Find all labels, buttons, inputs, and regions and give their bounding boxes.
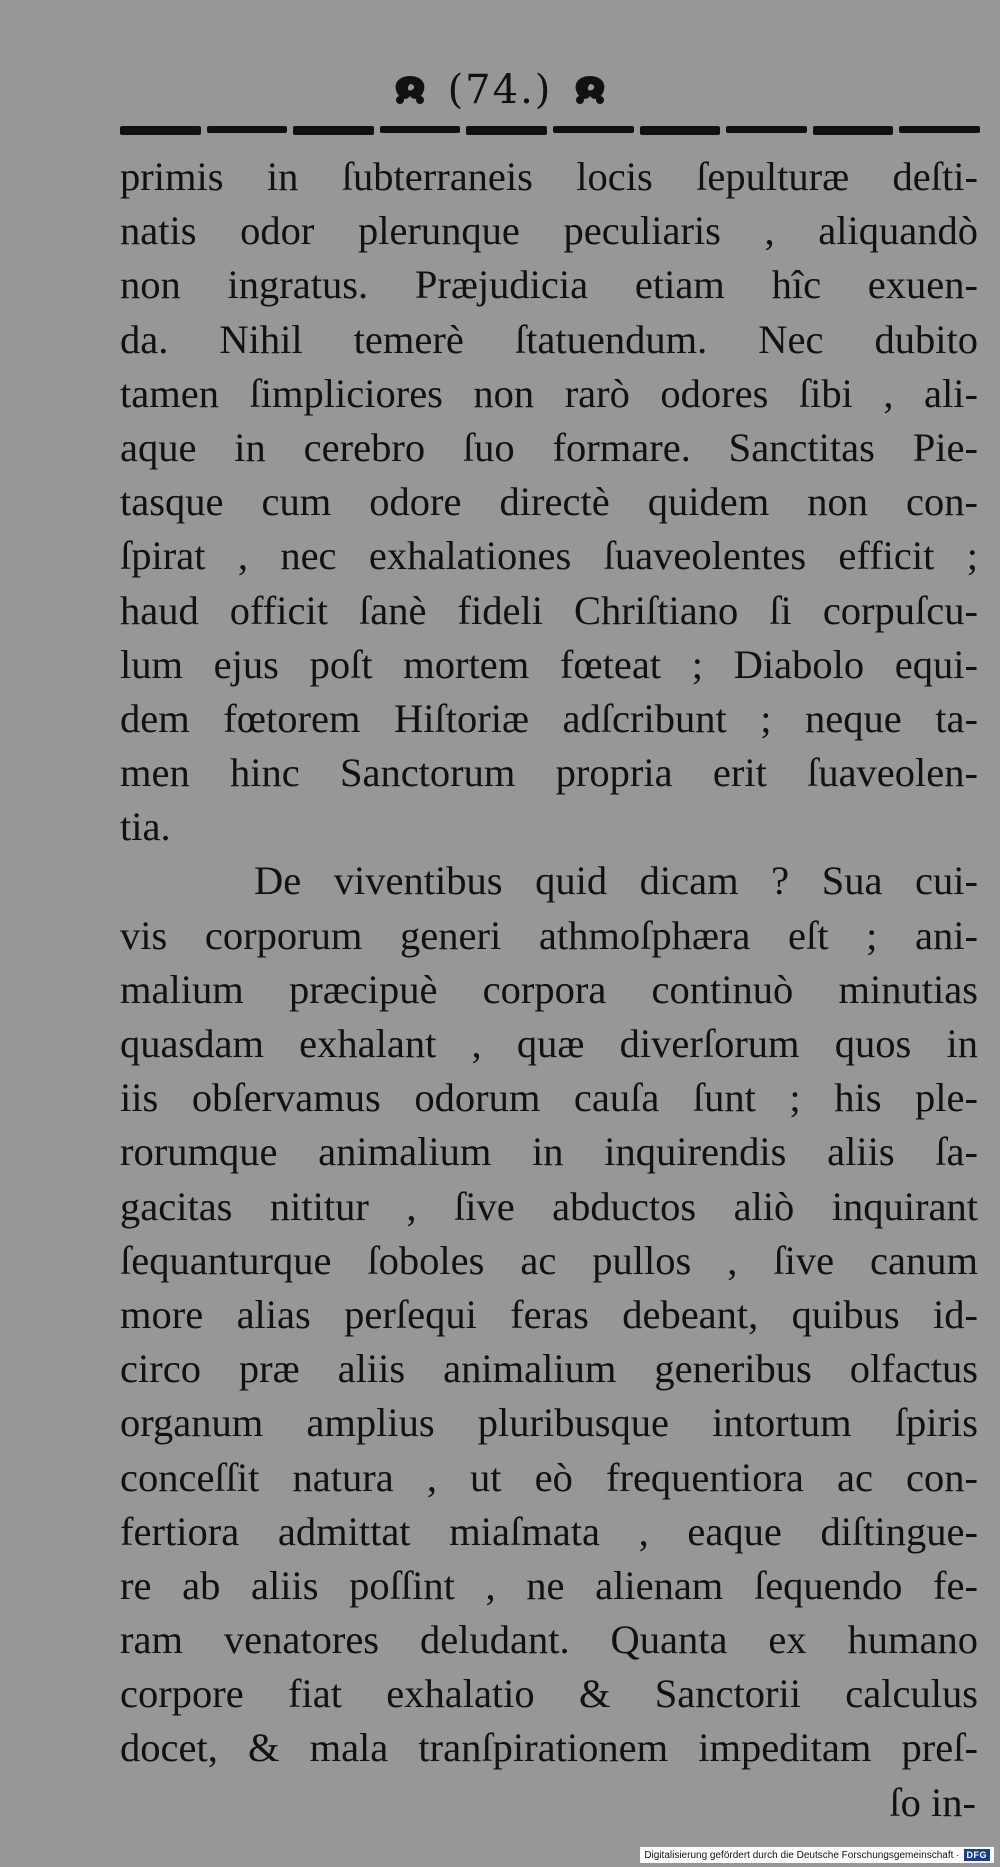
header-rule bbox=[120, 126, 980, 136]
paragraph-end-line: tia. bbox=[120, 804, 171, 850]
text-line: natis odor plerunque peculiaris , aliquandò bbox=[120, 208, 978, 254]
left-fleuron-ornament-icon bbox=[390, 72, 430, 108]
text-line: iis obſervamus odorum cauſa ſunt ; his ple- bbox=[120, 1075, 978, 1121]
text-line: fertiora admittat miaſmata , eaque diſtingue- bbox=[120, 1508, 978, 1554]
body-text bbox=[120, 150, 978, 1830]
paragraph-start-line: De viventibus quid dicam ? Sua cui- bbox=[254, 858, 978, 904]
dfg-logo: DFG bbox=[964, 1849, 991, 1861]
digitization-credit bbox=[640, 1847, 994, 1863]
text-line: ram venatores deludant. Quanta ex humano bbox=[120, 1617, 978, 1663]
text-line: quasdam exhalant , quæ diverſorum quos in bbox=[120, 1021, 978, 1066]
page-header bbox=[0, 60, 1000, 120]
text-line: dem fœtorem Hiſtoriæ adſcribunt ; neque ta- bbox=[120, 695, 978, 741]
text-line: tasque cum odore directè quidem non con- bbox=[120, 479, 978, 525]
page-number: (74.) bbox=[447, 67, 553, 113]
text-line: malium præcipuè corpora continuò minutias bbox=[120, 966, 978, 1012]
text-line: ſequanturque ſoboles ac pullos , ſive canum bbox=[120, 1237, 978, 1283]
text-line: men hinc Sanctorum propria erit ſuaveolen- bbox=[120, 750, 978, 796]
text-line: circo præ aliis animalium generibus olfactus bbox=[120, 1346, 978, 1392]
text-line: aque in cerebro ſuo formare. Sanctitas Pie- bbox=[120, 424, 978, 470]
catchword: ſo in- bbox=[889, 1779, 976, 1825]
text-line: organum amplius pluribusque intortum ſpiris bbox=[120, 1400, 978, 1446]
text-line: rorumque animalium in inquirendis aliis ſa- bbox=[120, 1129, 978, 1175]
text-line: da. Nihil temerè ſtatuendum. Nec dubito bbox=[120, 316, 978, 362]
text-line: more alias perſequi feras debeant, quibus id- bbox=[120, 1291, 978, 1337]
text-line: ſpirat , nec exhalationes ſuaveolentes efficit ; bbox=[120, 533, 978, 579]
text-line: re ab aliis poſſint , ne alienam ſequendo fe- bbox=[120, 1562, 978, 1608]
text-line: vis corporum generi athmoſphæra eſt ; ani- bbox=[120, 912, 978, 958]
text-line: corpore fiat exhalatio & Sanctorii calculus bbox=[120, 1671, 978, 1717]
text-line: primis in ſubterraneis locis ſepulturæ deſti- bbox=[120, 154, 978, 199]
right-fleuron-ornament-icon bbox=[570, 72, 610, 108]
text-line: conceſſit natura , ut eò frequentiora ac con- bbox=[120, 1454, 978, 1500]
text-line: non ingratus. Præjudicia etiam hîc exuen- bbox=[120, 262, 978, 308]
text-line: lum ejus poſt mortem fœteat ; Diabolo equi- bbox=[120, 641, 978, 687]
text-line: docet, & mala tranſpirationem impeditam preſ- bbox=[120, 1725, 978, 1771]
text-line: gacitas nititur , ſive abductos aliò inquirant bbox=[120, 1183, 978, 1229]
text-line: tamen ſimpliciores non rarò odores ſibi , ali- bbox=[120, 370, 978, 416]
text-line: haud officit ſanè fideli Chriſtiano ſi corpuſcu- bbox=[120, 587, 978, 633]
credit-text: Digitalisierung gefördert durch die Deutsche Forschungsgemeinschaft · bbox=[644, 1849, 960, 1861]
